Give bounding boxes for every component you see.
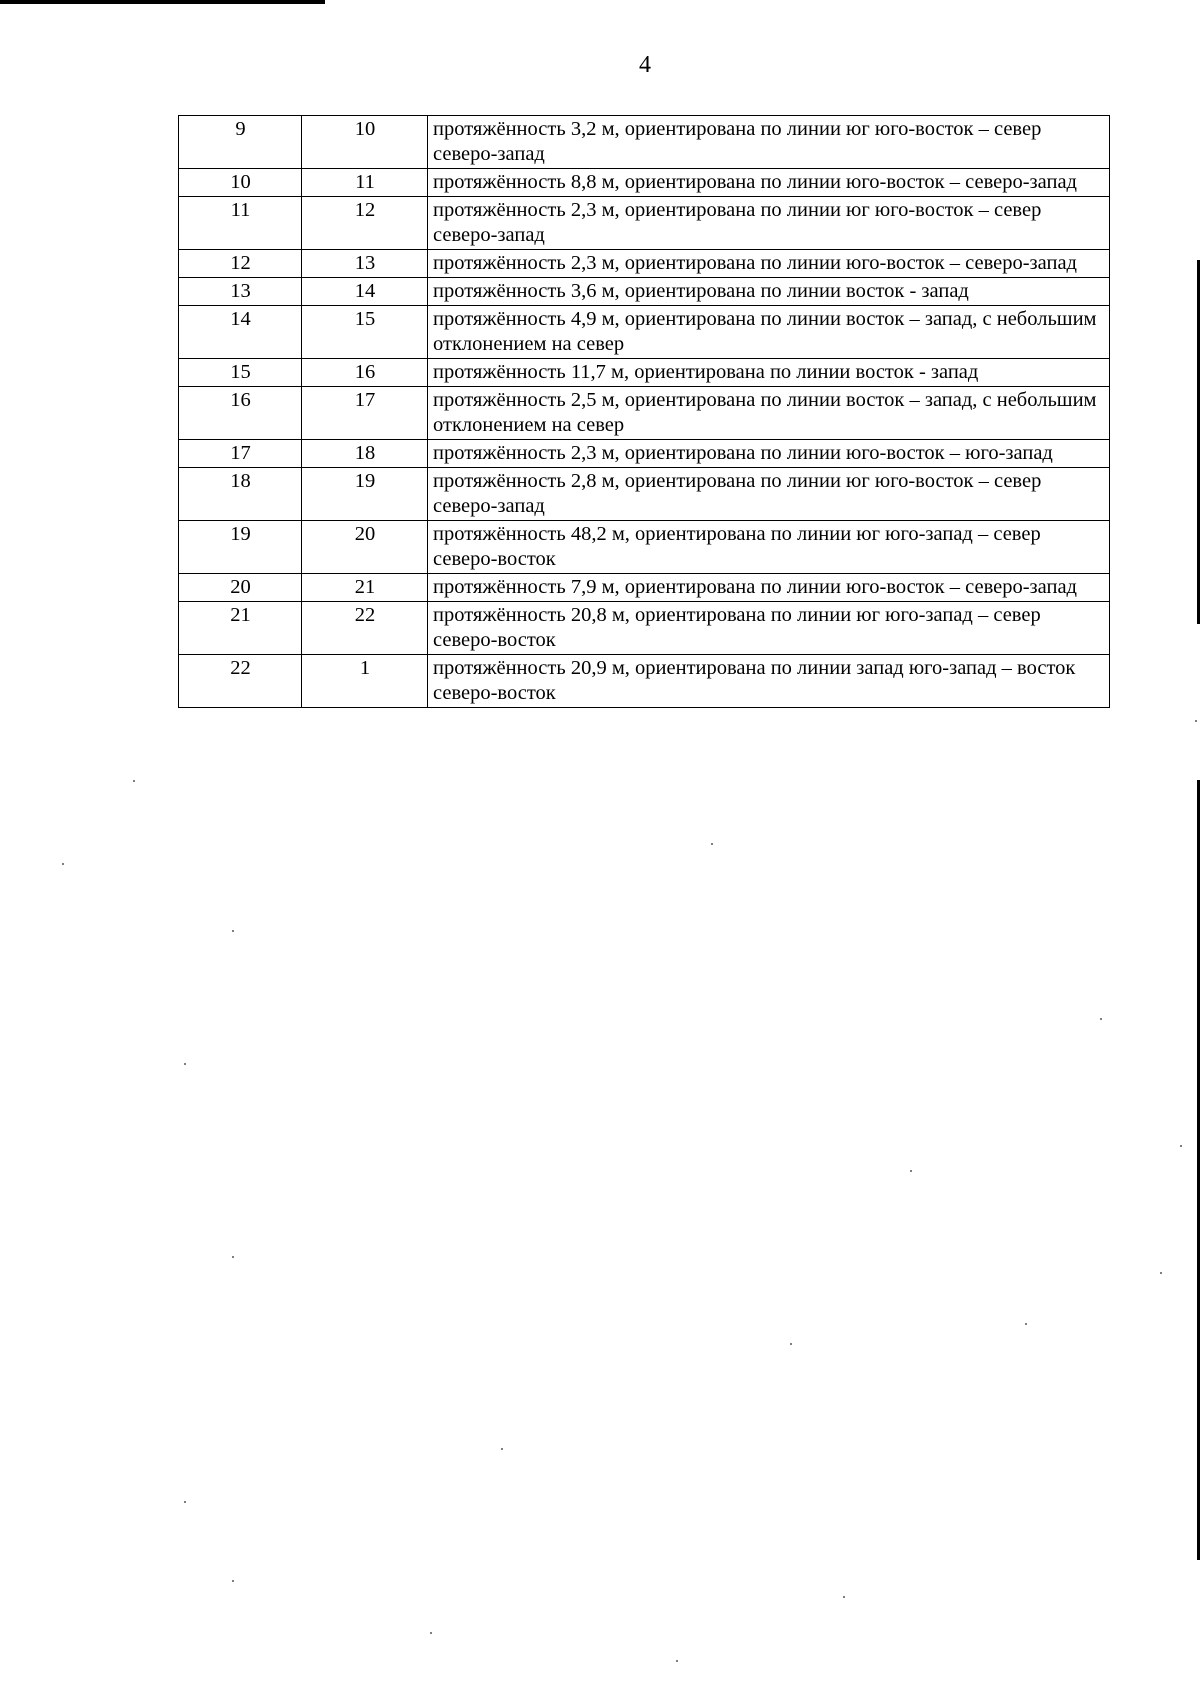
segment-description-cell: протяжённость 11,7 м, ориентирована по линии восток - запад	[428, 359, 1110, 387]
scan-speck	[232, 930, 234, 932]
segment-description-cell: протяжённость 2,8 м, ориентирована по линии юг юго-восток – север северо-запад	[428, 468, 1110, 521]
segment-description-cell: протяжённость 2,3 м, ориентирована по линии юг юго-восток – север северо-запад	[428, 197, 1110, 250]
segment-description-cell: протяжённость 2,3 м, ориентирована по линии юго-восток – юго-запад	[428, 440, 1110, 468]
scan-speck	[501, 1448, 503, 1450]
scan-speck	[1160, 1272, 1162, 1274]
segment-description-cell: протяжённость 4,9 м, ориентирована по линии восток – запад, с небольшим отклонением на север	[428, 306, 1110, 359]
point-from-cell: 22	[179, 655, 302, 708]
point-from-cell: 10	[179, 169, 302, 197]
scan-speck	[232, 1256, 234, 1258]
scan-speck	[910, 1170, 912, 1172]
scan-speck	[843, 1596, 845, 1598]
segment-description-cell: протяжённость 20,8 м, ориентирована по линии юг юго-запад – север северо-восток	[428, 602, 1110, 655]
scan-speck	[133, 780, 135, 782]
table-row	[179, 306, 1110, 359]
segment-description-cell: протяжённость 20,9 м, ориентирована по линии запад юго-запад – восток северо-восток	[428, 655, 1110, 708]
scan-speck	[1180, 1145, 1182, 1147]
point-from-cell: 9	[179, 116, 302, 169]
table-row	[179, 521, 1110, 574]
scan-speck	[430, 1632, 432, 1634]
point-from-cell: 15	[179, 359, 302, 387]
point-to-cell: 21	[302, 574, 428, 602]
scan-speck	[184, 1063, 186, 1065]
segment-description-cell: протяжённость 8,8 м, ориентирована по линии юго-восток – северо-запад	[428, 169, 1110, 197]
point-from-cell: 11	[179, 197, 302, 250]
point-from-cell: 12	[179, 250, 302, 278]
segment-description-cell: протяжённость 2,3 м, ориентирована по линии юго-восток – северо-запад	[428, 250, 1110, 278]
table-row	[179, 602, 1110, 655]
point-from-cell: 14	[179, 306, 302, 359]
point-from-cell: 21	[179, 602, 302, 655]
scan-speck	[184, 1501, 186, 1503]
scan-speck	[1100, 1018, 1102, 1020]
scan-speck	[1195, 720, 1197, 722]
point-to-cell: 11	[302, 169, 428, 197]
point-from-cell: 19	[179, 521, 302, 574]
table-row	[179, 197, 1110, 250]
point-from-cell: 18	[179, 468, 302, 521]
table-row	[179, 250, 1110, 278]
point-to-cell: 17	[302, 387, 428, 440]
segment-description-cell: протяжённость 48,2 м, ориентирована по линии юг юго-запад – север северо-восток	[428, 521, 1110, 574]
segment-description-cell: протяжённость 7,9 м, ориентирована по линии юго-восток – северо-запад	[428, 574, 1110, 602]
point-to-cell: 15	[302, 306, 428, 359]
scan-speck	[232, 1580, 234, 1582]
point-to-cell: 22	[302, 602, 428, 655]
scan-edge-top	[0, 0, 325, 4]
table-row	[179, 359, 1110, 387]
point-to-cell: 16	[302, 359, 428, 387]
segments-table-body	[179, 116, 1110, 708]
table-row	[179, 655, 1110, 708]
table-row	[179, 468, 1110, 521]
point-to-cell: 10	[302, 116, 428, 169]
table-row	[179, 574, 1110, 602]
point-to-cell: 19	[302, 468, 428, 521]
scan-speck	[790, 1343, 792, 1345]
table-row	[179, 387, 1110, 440]
segment-description-cell: протяжённость 3,6 м, ориентирована по линии восток - запад	[428, 278, 1110, 306]
segment-description-cell: протяжённость 3,2 м, ориентирована по линии юг юго-восток – север северо-запад	[428, 116, 1110, 169]
table-row	[179, 116, 1110, 169]
point-to-cell: 14	[302, 278, 428, 306]
table-row	[179, 169, 1110, 197]
point-from-cell: 17	[179, 440, 302, 468]
table-row	[179, 278, 1110, 306]
scan-speck	[62, 863, 64, 865]
table-row	[179, 440, 1110, 468]
point-to-cell: 13	[302, 250, 428, 278]
point-to-cell: 1	[302, 655, 428, 708]
point-from-cell: 20	[179, 574, 302, 602]
point-from-cell: 13	[179, 278, 302, 306]
page-number: 4	[639, 52, 651, 78]
scan-speck	[676, 1660, 678, 1662]
segment-description-cell: протяжённость 2,5 м, ориентирована по линии восток – запад, с небольшим отклонением на север	[428, 387, 1110, 440]
point-to-cell: 12	[302, 197, 428, 250]
segments-table	[178, 115, 1110, 708]
scan-speck	[1025, 1323, 1027, 1325]
scan-speck	[711, 843, 713, 845]
point-from-cell: 16	[179, 387, 302, 440]
point-to-cell: 18	[302, 440, 428, 468]
point-to-cell: 20	[302, 521, 428, 574]
